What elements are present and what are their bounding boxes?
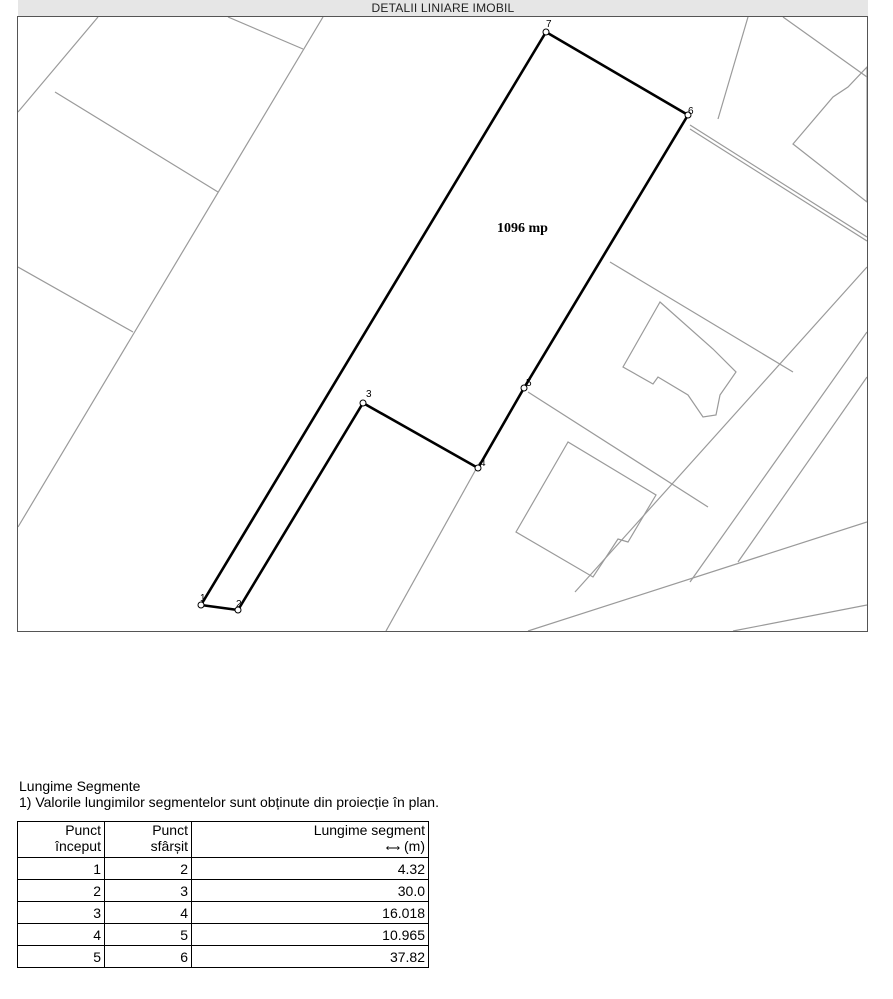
vertex-label-3: 3 bbox=[366, 389, 372, 400]
header-length-line1: Lungime segment bbox=[313, 822, 425, 838]
cell-end: 3 bbox=[105, 880, 192, 902]
table-row bbox=[18, 924, 429, 946]
cell-start: 2 bbox=[18, 880, 105, 902]
vertex-label-7: 7 bbox=[546, 19, 552, 30]
vertex-label-2: 2 bbox=[236, 599, 242, 610]
table-header-row bbox=[18, 822, 429, 858]
vertex-label-1: 1 bbox=[200, 593, 206, 604]
cell-end: 2 bbox=[105, 858, 192, 880]
cell-end: 4 bbox=[105, 902, 192, 924]
parcel-map[interactable] bbox=[17, 16, 868, 632]
header-start-point bbox=[18, 822, 105, 858]
table-row bbox=[18, 902, 429, 924]
cell-end: 6 bbox=[105, 946, 192, 968]
header-end-line2: sfârșit bbox=[150, 838, 188, 854]
header-end-point bbox=[105, 822, 192, 858]
table-row bbox=[18, 946, 429, 968]
cell-length: 10.965 bbox=[192, 924, 429, 946]
cell-length: 4.32 bbox=[192, 858, 429, 880]
cell-start: 3 bbox=[18, 902, 105, 924]
cell-length: 16.018 bbox=[192, 902, 429, 924]
vertex-label-6: 6 bbox=[688, 106, 694, 117]
table-row bbox=[18, 858, 429, 880]
cell-length: 30.0 bbox=[192, 880, 429, 902]
area-label: 1096 mp bbox=[497, 221, 548, 236]
cell-length: 37.82 bbox=[192, 946, 429, 968]
header-start-line1: Punct bbox=[65, 822, 101, 838]
header-start-line2: început bbox=[55, 838, 101, 854]
header-title: DETALII LINIARE IMOBIL bbox=[371, 1, 515, 15]
segments-title: Lungime Segmente bbox=[19, 778, 141, 794]
cell-start: 5 bbox=[18, 946, 105, 968]
table-row bbox=[18, 880, 429, 902]
map-canvas bbox=[18, 17, 867, 631]
parcel-lines bbox=[18, 17, 867, 631]
page-header bbox=[18, 0, 868, 16]
vertex-label-5: 5 bbox=[526, 378, 532, 389]
cell-start: 4 bbox=[18, 924, 105, 946]
header-end-line1: Punct bbox=[152, 822, 188, 838]
segments-note: 1) Valorile lungimilor segmentelor sunt obținute din proiecție în plan. bbox=[19, 794, 439, 810]
header-length bbox=[192, 822, 429, 858]
cell-start: 1 bbox=[18, 858, 105, 880]
ruler-icon: ⟷ bbox=[385, 843, 401, 854]
cell-end: 5 bbox=[105, 924, 192, 946]
property-boundary bbox=[201, 32, 688, 610]
segments-table bbox=[17, 821, 429, 968]
header-length-unit: (m) bbox=[404, 838, 425, 854]
vertex-label-4: 4 bbox=[480, 458, 486, 469]
